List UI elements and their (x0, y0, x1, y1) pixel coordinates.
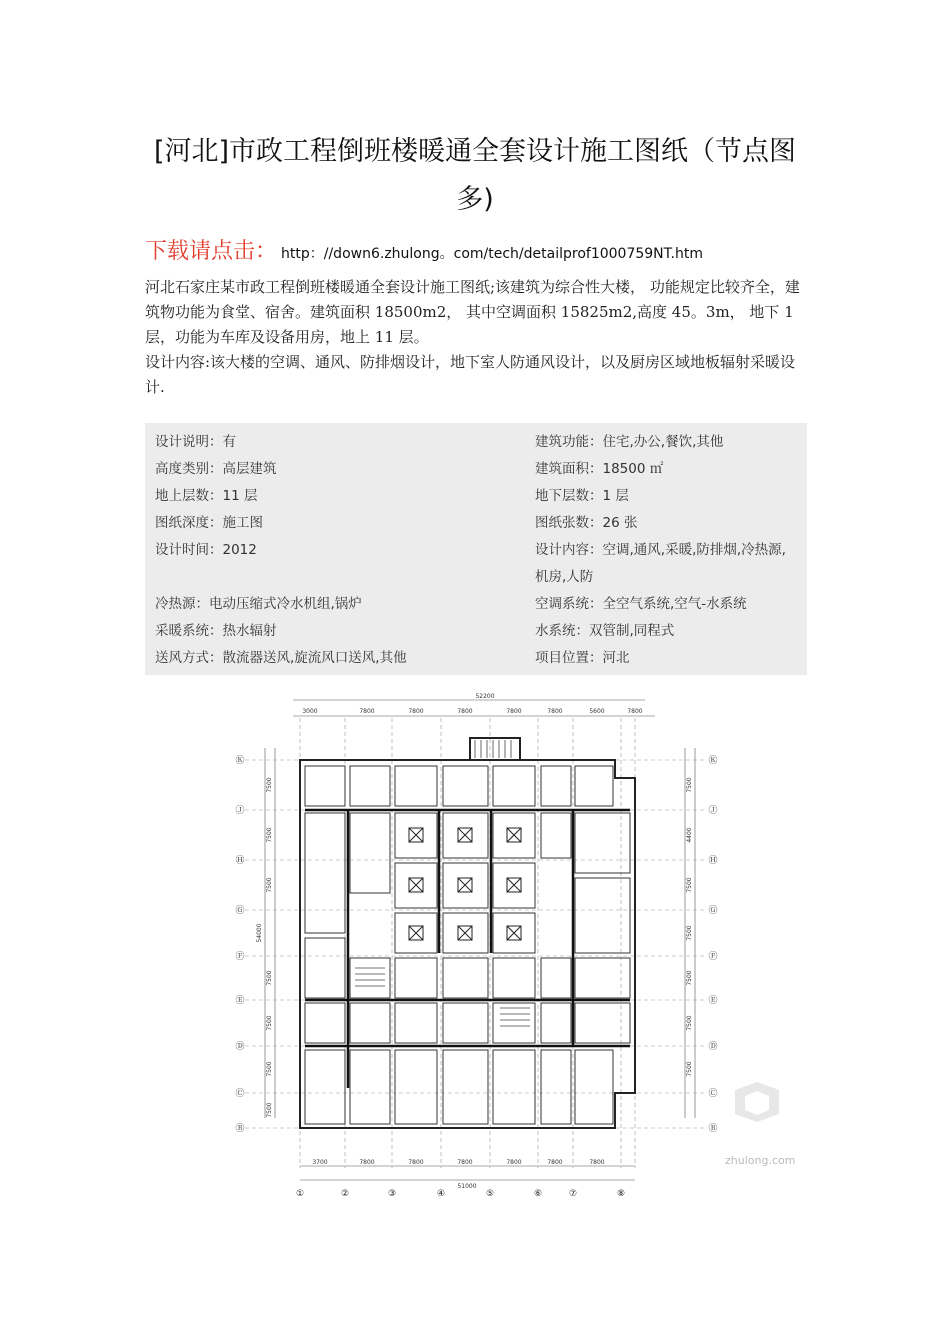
dim-top: 7800 (359, 708, 375, 715)
axis-label-right: Ⓙ (708, 806, 718, 816)
dim-total-bottom: 51000 (457, 1183, 477, 1190)
axis-label-left: Ⓚ (235, 756, 245, 766)
dim-top: 7800 (627, 708, 643, 715)
dim-left: 7500 (266, 1102, 273, 1118)
dim-top: 5600 (589, 708, 605, 715)
hvac-floor-plan-drawing (145, 688, 807, 1200)
axis-label-right: Ⓑ (708, 1124, 718, 1134)
dim-right: 7500 (686, 1061, 693, 1077)
info-item: 地上层数：11 层 (155, 488, 258, 504)
info-item: 采暖系统：热水辐射 (155, 623, 277, 639)
axis-label-right: Ⓚ (708, 756, 718, 766)
dim-bottom: 7800 (359, 1159, 375, 1166)
axis-label-right: Ⓖ (708, 906, 718, 916)
axis-label-left: Ⓕ (235, 952, 245, 962)
dim-bottom: 7800 (408, 1159, 424, 1166)
axis-label-bottom: ⑧ (616, 1189, 626, 1199)
dim-bottom: 7800 (506, 1159, 522, 1166)
dim-bottom: 7800 (457, 1159, 473, 1166)
design-content-paragraph: 设计内容:该大楼的空调、通风、防排烟设计，地下室人防通风设计，以及厨房区域地板辐射采暖设计. (145, 353, 796, 396)
dim-bottom: 7800 (589, 1159, 605, 1166)
dim-top: 7800 (506, 708, 522, 715)
dim-total-left: 54000 (256, 923, 263, 943)
zhulong-logo-icon (735, 1082, 779, 1122)
info-item: 送风方式：散流器送风,旋流风口送风,其他 (155, 650, 407, 666)
dim-right: 7500 (686, 970, 693, 986)
project-info-box (145, 423, 807, 675)
axis-label-left: Ⓒ (235, 1089, 245, 1099)
axis-label-bottom: ⑤ (485, 1189, 495, 1199)
axis-label-right: Ⓕ (708, 952, 718, 962)
info-item: 建筑面积：18500 ㎡ (535, 461, 664, 477)
axis-label-right: Ⓓ (708, 1042, 718, 1052)
dim-right: 7500 (686, 925, 693, 941)
watermark-text: zhulong.com (725, 1154, 796, 1167)
info-item: 图纸深度：施工图 (155, 515, 263, 531)
info-item: 设计时间：2012 (155, 542, 257, 558)
axis-label-left: Ⓓ (235, 1042, 245, 1052)
dim-left: 7500 (266, 1015, 273, 1031)
dim-total-top: 52200 (475, 693, 495, 700)
info-item: 设计内容：空调,通风,采暖,防排烟,冷热源,机房,人防 (535, 542, 786, 585)
dim-left: 7500 (266, 777, 273, 793)
axis-label-bottom: ① (295, 1189, 305, 1199)
axis-label-right: Ⓔ (708, 996, 718, 1006)
axis-label-left: Ⓔ (235, 996, 245, 1006)
axis-label-left: Ⓗ (235, 856, 245, 866)
axis-label-right: Ⓒ (708, 1089, 718, 1099)
axis-label-left: Ⓖ (235, 906, 245, 916)
dim-right: 4400 (686, 827, 693, 843)
info-item: 图纸张数：26 张 (535, 515, 638, 531)
page-title: [河北]市政工程倒班楼暖通全套设计施工图纸（节点图多) (153, 136, 797, 215)
axis-label-left: Ⓑ (235, 1124, 245, 1134)
dim-top: 7800 (457, 708, 473, 715)
axis-label-left: Ⓙ (235, 806, 245, 816)
info-item: 空调系统：全空气系统,空气-水系统 (535, 596, 747, 612)
description-paragraph: 河北石家庄某市政工程倒班楼暖通全套设计施工图纸;该建筑为综合性大楼， 功能规定比较齐全，建筑物功能为食堂、宿舍。建筑面积 18500m2， 其中空调面积 15825m2,高度 45。3m， 地下 1 层，功能为车库及设备用房，地上 11 层。 (145, 278, 800, 346)
download-link[interactable]: http：//down6.zhulong。com/tech/detailprof1000759NT.htm (281, 246, 703, 262)
axis-label-bottom: ③ (387, 1189, 397, 1199)
dim-right: 7500 (686, 877, 693, 893)
dim-bottom: 7800 (547, 1159, 563, 1166)
info-item: 地下层数：1 层 (535, 488, 629, 504)
download-line (145, 234, 703, 268)
info-item: 冷热源：电动压缩式冷水机组,锅炉 (155, 596, 362, 612)
info-item: 高度类别：高层建筑 (155, 461, 277, 477)
info-item: 水系统：双管制,同程式 (535, 623, 675, 639)
dim-left: 7500 (266, 877, 273, 893)
dim-right: 7500 (686, 777, 693, 793)
axis-label-bottom: ⑥ (533, 1189, 543, 1199)
info-item: 项目位置：河北 (535, 650, 630, 666)
download-label: 下载请点击： (145, 239, 278, 264)
axis-label-bottom: ② (340, 1189, 350, 1199)
info-item: 设计说明：有 (155, 434, 236, 450)
dim-top: 7800 (547, 708, 563, 715)
dim-left: 7500 (266, 1061, 273, 1077)
dim-top: 3000 (302, 708, 318, 715)
dim-bottom: 3700 (312, 1159, 328, 1166)
axis-label-right: Ⓗ (708, 856, 718, 866)
dim-right: 7500 (686, 1015, 693, 1031)
axis-label-bottom: ⑦ (568, 1189, 578, 1199)
dim-left: 7500 (266, 827, 273, 843)
axis-label-bottom: ④ (436, 1189, 446, 1199)
dim-top: 7800 (408, 708, 424, 715)
dim-left: 7500 (266, 970, 273, 986)
info-item: 建筑功能：住宅,办公,餐饮,其他 (535, 434, 724, 450)
